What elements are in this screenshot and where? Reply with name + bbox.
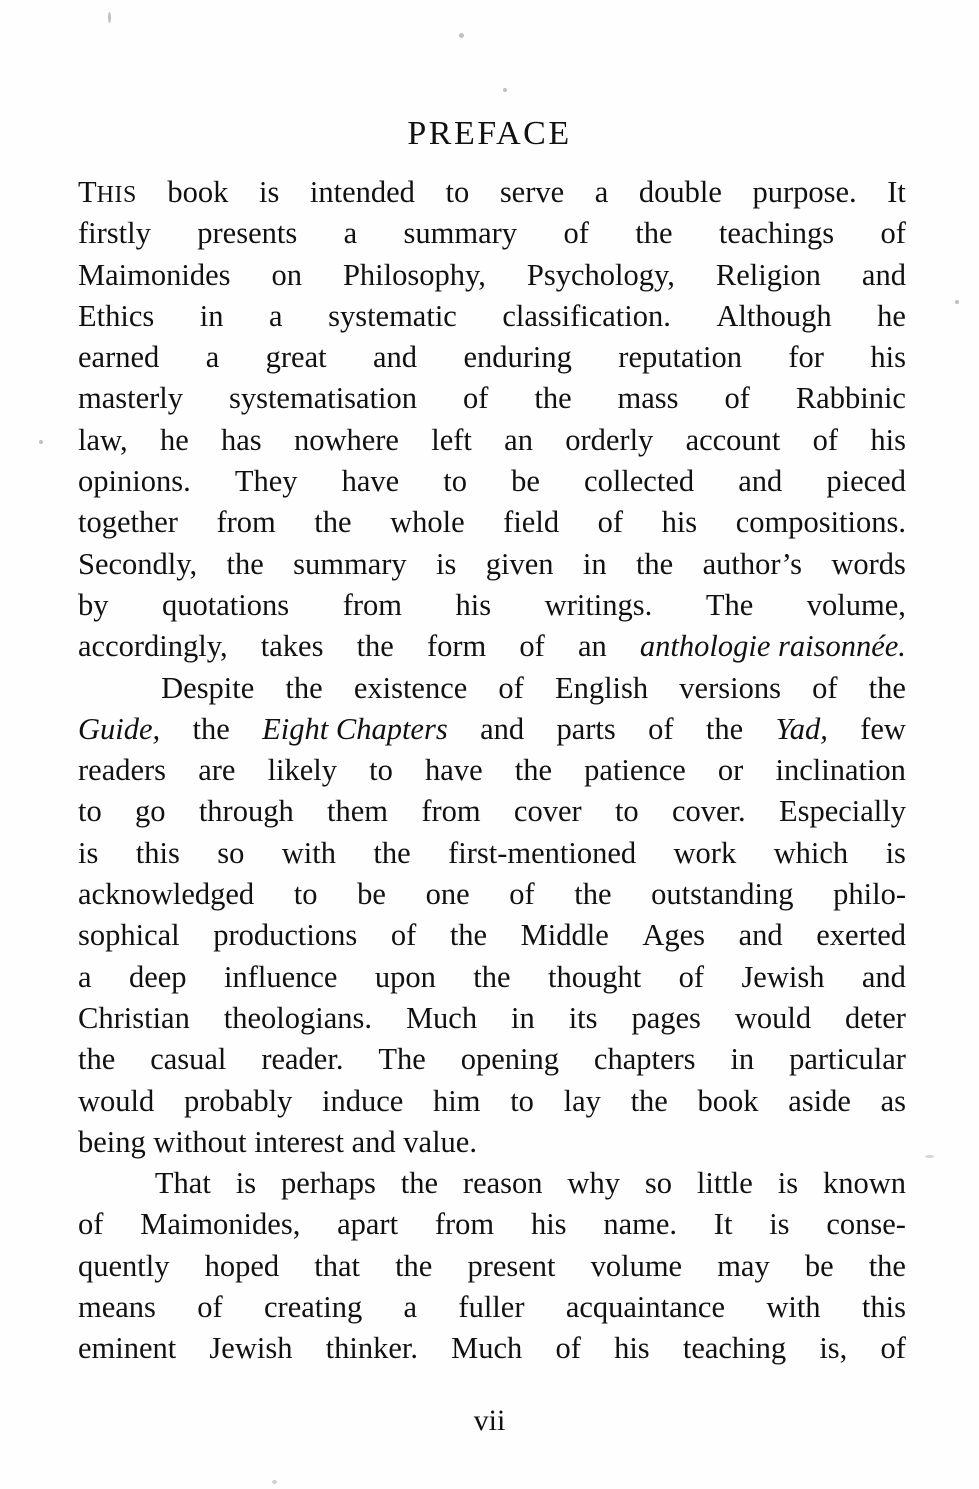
text-line: the casual reader. The opening chapters in particular	[78, 1042, 906, 1077]
scan-speck	[272, 1480, 277, 1484]
text-line: means of creating a fuller acquaintance with this	[78, 1290, 906, 1325]
text-line: is this so with the first-mentioned work which is	[78, 835, 906, 870]
scan-speck	[955, 300, 959, 304]
small-caps-word: HIS	[96, 182, 137, 208]
text-line: Ethics in a systematic classification. Although he	[78, 298, 906, 333]
text-line: Despite the existence of English versions of the	[78, 668, 906, 709]
text-line: earned a great and enduring reputation for his	[78, 340, 906, 375]
scan-speck	[503, 88, 507, 92]
text-line: firstly presents a summary of the teachings of	[78, 216, 906, 251]
text-line: sophical productions of the Middle Ages and exerted	[78, 918, 906, 953]
scan-speck	[39, 440, 43, 444]
paragraph-indent	[78, 1163, 130, 1204]
drop-initial: T	[78, 175, 97, 209]
text-line: quently hoped that the present volume may be the	[78, 1248, 906, 1283]
scan-speck	[459, 33, 464, 38]
text-line: THIS book is intended to serve a double purpose. It	[78, 175, 906, 209]
text-line: a deep influence upon the thought of Jewish and	[78, 959, 906, 994]
page-title: PREFACE	[407, 114, 572, 152]
italic-title-yad: Yad,	[775, 711, 828, 746]
paragraph-2	[78, 668, 906, 1164]
text-line: readers are likely to have the patience or inclination	[78, 753, 906, 788]
italic-title-eight-chapters: Eight Chapters	[262, 711, 448, 746]
paragraph-3	[78, 1163, 906, 1369]
text-line: opinions. They have to be collected and pieced	[78, 464, 906, 499]
text-line: Maimonides on Philosophy, Psychology, Religion and	[78, 257, 906, 292]
text-line: accordingly, takes the form of an anthologie raisonnée.	[78, 626, 906, 667]
italic-title-guide: Guide,	[78, 711, 161, 746]
text-line: by quotations from his writings. The volume,	[78, 587, 906, 622]
scan-speck	[925, 1155, 934, 1158]
text-line: would probably induce him to lay the book aside as	[78, 1083, 906, 1118]
text-line: to go through them from cover to cover. Especially	[78, 794, 906, 829]
italic-phrase: anthologie raisonnée.	[639, 629, 906, 664]
scan-speck	[108, 12, 111, 23]
body-text	[78, 172, 906, 1370]
text-line: Secondly, the summary is given in the author’s words	[78, 546, 906, 581]
text-line: law, he has nowhere left an orderly account of his	[78, 422, 906, 457]
text-line: eminent Jewish thinker. Much of his teaching is, of	[78, 1331, 906, 1366]
text-line: masterly systematisation of the mass of Rabbinic	[78, 381, 906, 416]
text-line: Christian theologians. Much in its pages would deter	[78, 1000, 906, 1035]
text-line: acknowledged to be one of the outstanding philo-	[78, 877, 906, 912]
text-line: together from the whole field of his compositions.	[78, 505, 906, 540]
text-line: being without interest and value.	[78, 1124, 477, 1159]
page-number: vii	[473, 1404, 506, 1437]
text-line: of Maimonides, apart from his name. It is conse-	[78, 1207, 906, 1242]
text-line: Guide, the Eight Chapters and parts of the Yad, few	[78, 709, 906, 750]
paragraph-1	[78, 172, 906, 668]
paragraph-indent	[78, 668, 130, 709]
text-line: That is perhaps the reason why so little is known	[78, 1163, 906, 1204]
